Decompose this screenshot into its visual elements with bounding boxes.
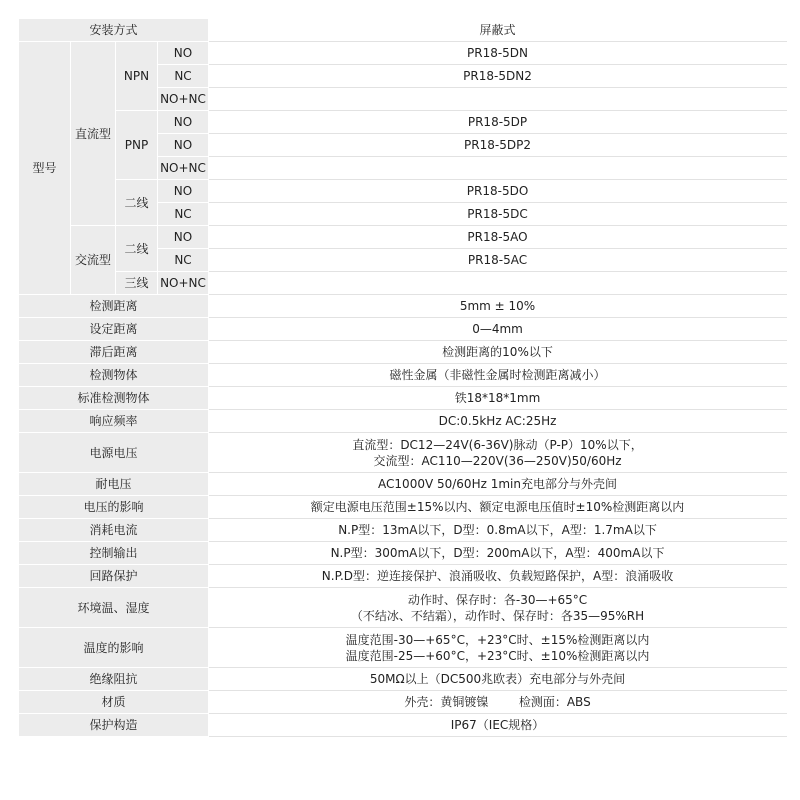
- output-type: NO: [158, 42, 209, 65]
- spec-value: 检测距离的10%以下: [209, 341, 787, 364]
- dc-type-label: 直流型: [71, 42, 116, 226]
- table-row: [19, 272, 787, 295]
- output-type: NC: [158, 65, 209, 88]
- output-type: NO: [158, 226, 209, 249]
- model-number: PR18-5DP: [209, 111, 787, 134]
- model-number: [209, 272, 787, 295]
- output-type: NO: [158, 134, 209, 157]
- table-row: [19, 433, 787, 473]
- model-number: [209, 157, 787, 180]
- spec-label: 检测距离: [19, 295, 209, 318]
- table-row: [19, 542, 787, 565]
- model-number: PR18-5DO: [209, 180, 787, 203]
- spec-value-line: 温度范围-30—+65°C，+23°C时、±15%检测距离以内: [345, 632, 650, 647]
- install-method-value: 屏蔽式: [209, 19, 787, 42]
- spec-value: 外壳：黄铜镀镍 检测面：ABS: [209, 691, 787, 714]
- output-type: NO: [158, 180, 209, 203]
- ac-two-wire-label: 二线: [116, 226, 158, 272]
- table-row: [19, 473, 787, 496]
- spec-label: 设定距离: [19, 318, 209, 341]
- table-row: [19, 387, 787, 410]
- table-row: [19, 19, 787, 42]
- table-row: [19, 226, 787, 249]
- output-type: NO+NC: [158, 157, 209, 180]
- table-row: [19, 714, 787, 737]
- table-row: [19, 668, 787, 691]
- model-number: PR18-5DC: [209, 203, 787, 226]
- spec-value: IP67（IEC规格）: [209, 714, 787, 737]
- model-number: PR18-5AO: [209, 226, 787, 249]
- spec-label: 回路保护: [19, 565, 209, 588]
- spec-value: 50MΩ以上（DC500兆欧表）充电部分与外壳间: [209, 668, 787, 691]
- output-type: NO+NC: [158, 88, 209, 111]
- spec-value-line: 动作时、保存时：各-30—+65°C: [407, 592, 588, 607]
- table-row: [19, 318, 787, 341]
- ac-type-label: 交流型: [71, 226, 116, 295]
- table-row: [19, 628, 787, 668]
- spec-label: 环境温、湿度: [19, 588, 209, 628]
- model-number: PR18-5DP2: [209, 134, 787, 157]
- spec-label: 材质: [19, 691, 209, 714]
- spec-value: [209, 433, 787, 473]
- spec-label: 耐电压: [19, 473, 209, 496]
- table-row: [19, 341, 787, 364]
- npn-label: NPN: [116, 42, 158, 111]
- ac-three-wire-label: 三线: [116, 272, 158, 295]
- spec-label: 消耗电流: [19, 519, 209, 542]
- table-row: [19, 295, 787, 318]
- table-row: [19, 364, 787, 387]
- spec-value: N.P.D型：逆连接保护、浪涌吸收、负载短路保护，A型：浪涌吸收: [209, 565, 787, 588]
- table-row: [19, 588, 787, 628]
- spec-label: 绝缘阻抗: [19, 668, 209, 691]
- spec-value-line: 温度范围-25—+60°C，+23°C时、±10%检测距离以内: [345, 648, 650, 663]
- model-number: PR18-5DN: [209, 42, 787, 65]
- install-method-label: 安装方式: [19, 19, 209, 42]
- spec-label: 滞后距离: [19, 341, 209, 364]
- spec-value: [209, 588, 787, 628]
- spec-value: N.P型：300mA以下，D型：200mA以下，A型：400mA以下: [209, 542, 787, 565]
- output-type: NO+NC: [158, 272, 209, 295]
- table-row: [19, 691, 787, 714]
- spec-value: 磁性金属（非磁性金属时检测距离减小）: [209, 364, 787, 387]
- spec-label: 检测物体: [19, 364, 209, 387]
- spec-value-line: 交流型：AC110—220V(36—250V)50/60Hz: [373, 453, 622, 468]
- spec-value: 额定电源电压范围±15%以内、额定电源电压值时±10%检测距离以内: [209, 496, 787, 519]
- spec-value-line: （不结冰、不结霜），动作时、保存时：各35—95%RH: [350, 608, 645, 623]
- output-type: NO: [158, 111, 209, 134]
- spec-value-line: 直流型：DC12—24V(6-36V)脉动（P-P）10%以下，: [352, 437, 643, 452]
- spec-label: 标准检测物体: [19, 387, 209, 410]
- spec-label: 控制输出: [19, 542, 209, 565]
- model-number: PR18-5AC: [209, 249, 787, 272]
- spec-value: N.P型：13mA以下，D型：0.8mA以下，A型：1.7mA以下: [209, 519, 787, 542]
- spec-label: 电源电压: [19, 433, 209, 473]
- spec-value: 0—4mm: [209, 318, 787, 341]
- spec-label: 电压的影响: [19, 496, 209, 519]
- spec-table: [18, 18, 787, 737]
- pnp-label: PNP: [116, 111, 158, 180]
- spec-value: [209, 628, 787, 668]
- model-number: PR18-5DN2: [209, 65, 787, 88]
- table-row: [19, 496, 787, 519]
- table-row: [19, 180, 787, 203]
- table-row: [19, 410, 787, 433]
- table-row: [19, 519, 787, 542]
- table-row: [19, 565, 787, 588]
- output-type: NC: [158, 203, 209, 226]
- spec-label: 保护构造: [19, 714, 209, 737]
- model-number: [209, 88, 787, 111]
- table-row: [19, 111, 787, 134]
- spec-label: 响应频率: [19, 410, 209, 433]
- dc-two-wire-label: 二线: [116, 180, 158, 226]
- model-label: 型号: [19, 42, 71, 295]
- table-row: [19, 42, 787, 65]
- output-type: NC: [158, 249, 209, 272]
- spec-value: 铁18*18*1mm: [209, 387, 787, 410]
- spec-value: AC1000V 50/60Hz 1min充电部分与外壳间: [209, 473, 787, 496]
- spec-value: DC:0.5kHz AC:25Hz: [209, 410, 787, 433]
- spec-label: 温度的影响: [19, 628, 209, 668]
- spec-value: 5mm ± 10%: [209, 295, 787, 318]
